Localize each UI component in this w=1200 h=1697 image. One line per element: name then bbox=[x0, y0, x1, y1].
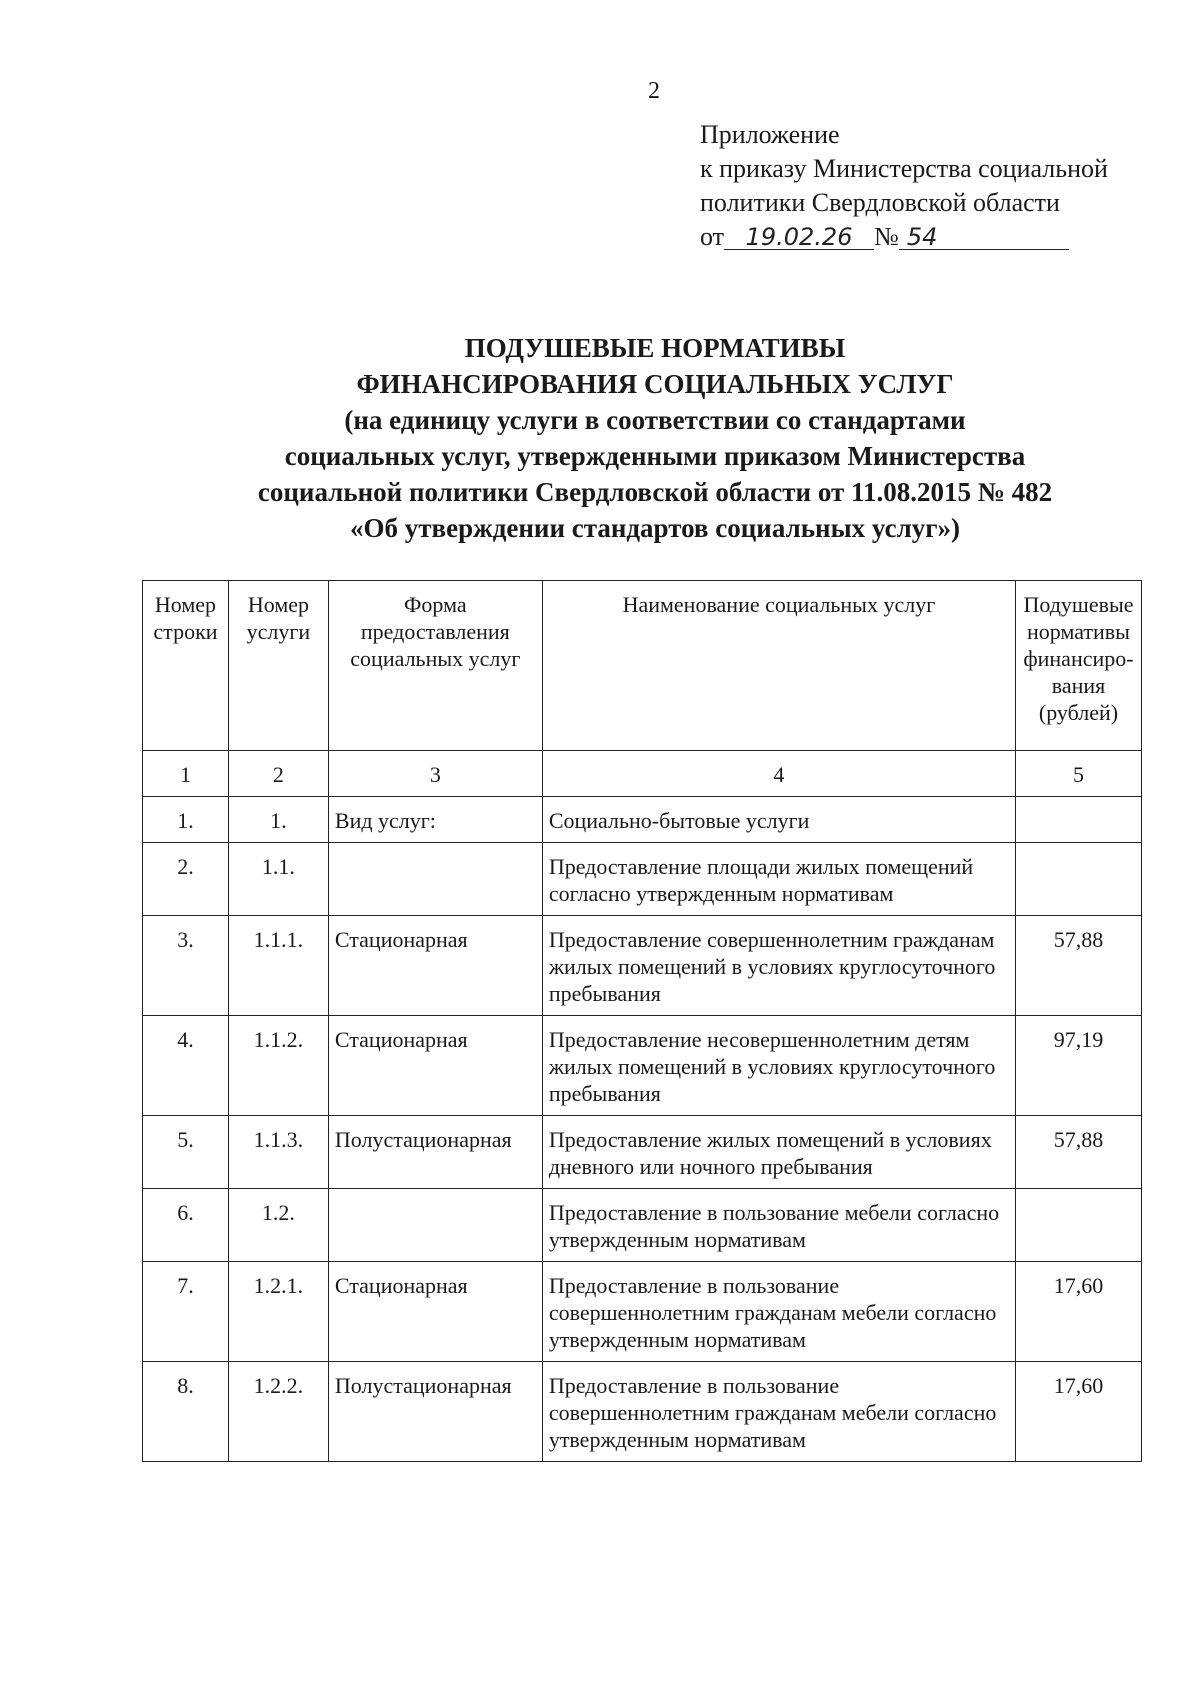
title-line: «Об утверждении стандартов социальных услуг») bbox=[350, 513, 960, 543]
cell-row-number: 5. bbox=[143, 1116, 229, 1189]
title-line: ФИНАНСИРОВАНИЯ СОЦИАЛЬНЫХ УСЛУГ bbox=[356, 369, 954, 399]
header-text: Подушевые bbox=[1023, 592, 1134, 617]
cell-norm: 97,19 bbox=[1015, 1016, 1141, 1116]
header-row-number bbox=[143, 581, 229, 751]
column-number: 3 bbox=[328, 751, 542, 797]
number-prefix: № bbox=[874, 222, 899, 251]
header-service-number bbox=[228, 581, 328, 751]
cell-norm: 57,88 bbox=[1015, 916, 1141, 1016]
table-row bbox=[143, 843, 1142, 916]
header-text: вания bbox=[1051, 673, 1106, 698]
table-header-row bbox=[143, 581, 1142, 751]
cell-norm bbox=[1015, 843, 1141, 916]
title-line: социальной политики Свердловской области от 11.08.2015 № 482 bbox=[257, 477, 1053, 507]
cell-service-number: 1. bbox=[228, 797, 328, 843]
cell-norm: 57,88 bbox=[1015, 1116, 1141, 1189]
column-number: 4 bbox=[542, 751, 1015, 797]
table-row bbox=[143, 1016, 1142, 1116]
table-row bbox=[143, 797, 1142, 843]
cell-service-name: Предоставление в пользование совершеннолетним гражданам мебели согласно утвержденным нормативам bbox=[542, 1262, 1015, 1362]
header-text: социальных услуг bbox=[350, 646, 521, 671]
header-text: Наименование социальных услуг bbox=[622, 592, 936, 617]
column-number: 1 bbox=[143, 751, 229, 797]
cell-row-number: 6. bbox=[143, 1189, 229, 1262]
cell-norm bbox=[1015, 1189, 1141, 1262]
cell-form bbox=[328, 843, 542, 916]
cell-service-number: 1.1. bbox=[228, 843, 328, 916]
header-norm bbox=[1015, 581, 1141, 751]
appendix-block bbox=[700, 118, 1108, 254]
cell-row-number: 1. bbox=[143, 797, 229, 843]
table-row bbox=[143, 1116, 1142, 1189]
header-text: финансиро- bbox=[1023, 646, 1134, 671]
header-service-name bbox=[542, 581, 1015, 751]
column-number: 5 bbox=[1015, 751, 1141, 797]
cell-form: Стационарная bbox=[328, 1016, 542, 1116]
column-number-row bbox=[143, 751, 1142, 797]
order-date: 19.02.26 bbox=[724, 225, 874, 250]
header-text: Форма bbox=[404, 592, 467, 617]
appendix-line: политики Свердловской области bbox=[700, 188, 1060, 217]
cell-row-number: 7. bbox=[143, 1262, 229, 1362]
cell-norm: 17,60 bbox=[1015, 1262, 1141, 1362]
cell-service-name: Предоставление несовершеннолетним детям жилых помещений в условиях круглосуточного пребывания bbox=[542, 1016, 1015, 1116]
cell-form bbox=[328, 1189, 542, 1262]
header-text: Номер bbox=[247, 592, 309, 617]
header-text: Номер bbox=[154, 592, 217, 617]
cell-service-name: Предоставление в пользование мебели согласно утвержденным нормативам bbox=[542, 1189, 1015, 1262]
header-form bbox=[328, 581, 542, 751]
appendix-line: к приказу Министерства социальной bbox=[700, 154, 1108, 183]
cell-service-number: 1.2.2. bbox=[228, 1362, 328, 1462]
header-text: (рублей) bbox=[1038, 700, 1119, 725]
page-number: 2 bbox=[648, 78, 660, 104]
cell-norm: 17,60 bbox=[1015, 1362, 1141, 1462]
cell-service-number: 1.2.1. bbox=[228, 1262, 328, 1362]
header-text: строки bbox=[153, 619, 218, 644]
cell-form: Стационарная bbox=[328, 916, 542, 1016]
cell-service-number: 1.1.2. bbox=[228, 1016, 328, 1116]
cell-form: Полустационарная bbox=[328, 1362, 542, 1462]
cell-service-name: Социально-бытовые услуги bbox=[542, 797, 1015, 843]
appendix-date-number-line bbox=[700, 220, 1108, 254]
cell-service-number: 1.1.3. bbox=[228, 1116, 328, 1189]
title-line: (на единицу услуги в соответствии со стандартами bbox=[344, 405, 966, 435]
column-number: 2 bbox=[228, 751, 328, 797]
cell-form: Стационарная bbox=[328, 1262, 542, 1362]
table-row bbox=[143, 916, 1142, 1016]
cell-form: Полустационарная bbox=[328, 1116, 542, 1189]
cell-form: Вид услуг: bbox=[328, 797, 542, 843]
document-title bbox=[0, 330, 1200, 546]
cell-service-name: Предоставление жилых помещений в условиях дневного или ночного пребывания bbox=[542, 1116, 1015, 1189]
order-number: 54 bbox=[899, 225, 1069, 250]
title-line: ПОДУШЕВЫЕ НОРМАТИВЫ bbox=[464, 333, 846, 363]
cell-row-number: 8. bbox=[143, 1362, 229, 1462]
date-prefix: от bbox=[700, 222, 725, 251]
header-text: услуги bbox=[246, 619, 311, 644]
cell-service-number: 1.1.1. bbox=[228, 916, 328, 1016]
cell-service-number: 1.2. bbox=[228, 1189, 328, 1262]
title-line: социальных услуг, утвержденными приказом Министерства bbox=[284, 441, 1026, 471]
cell-norm bbox=[1015, 797, 1141, 843]
header-text: предоставления bbox=[360, 619, 510, 644]
cell-row-number: 3. bbox=[143, 916, 229, 1016]
cell-row-number: 4. bbox=[143, 1016, 229, 1116]
table-row bbox=[143, 1262, 1142, 1362]
appendix-line: Приложение bbox=[700, 120, 840, 149]
table-row bbox=[143, 1362, 1142, 1462]
cell-service-name: Предоставление совершеннолетним гражданам жилых помещений в условиях круглосуточного пребывания bbox=[542, 916, 1015, 1016]
table-row bbox=[143, 1189, 1142, 1262]
norms-table bbox=[142, 580, 1142, 1462]
cell-row-number: 2. bbox=[143, 843, 229, 916]
cell-service-name: Предоставление в пользование совершеннолетним гражданам мебели согласно утвержденным нормативам bbox=[542, 1362, 1015, 1462]
cell-service-name: Предоставление площади жилых помещений согласно утвержденным нормативам bbox=[542, 843, 1015, 916]
header-text: нормативы bbox=[1027, 619, 1130, 644]
